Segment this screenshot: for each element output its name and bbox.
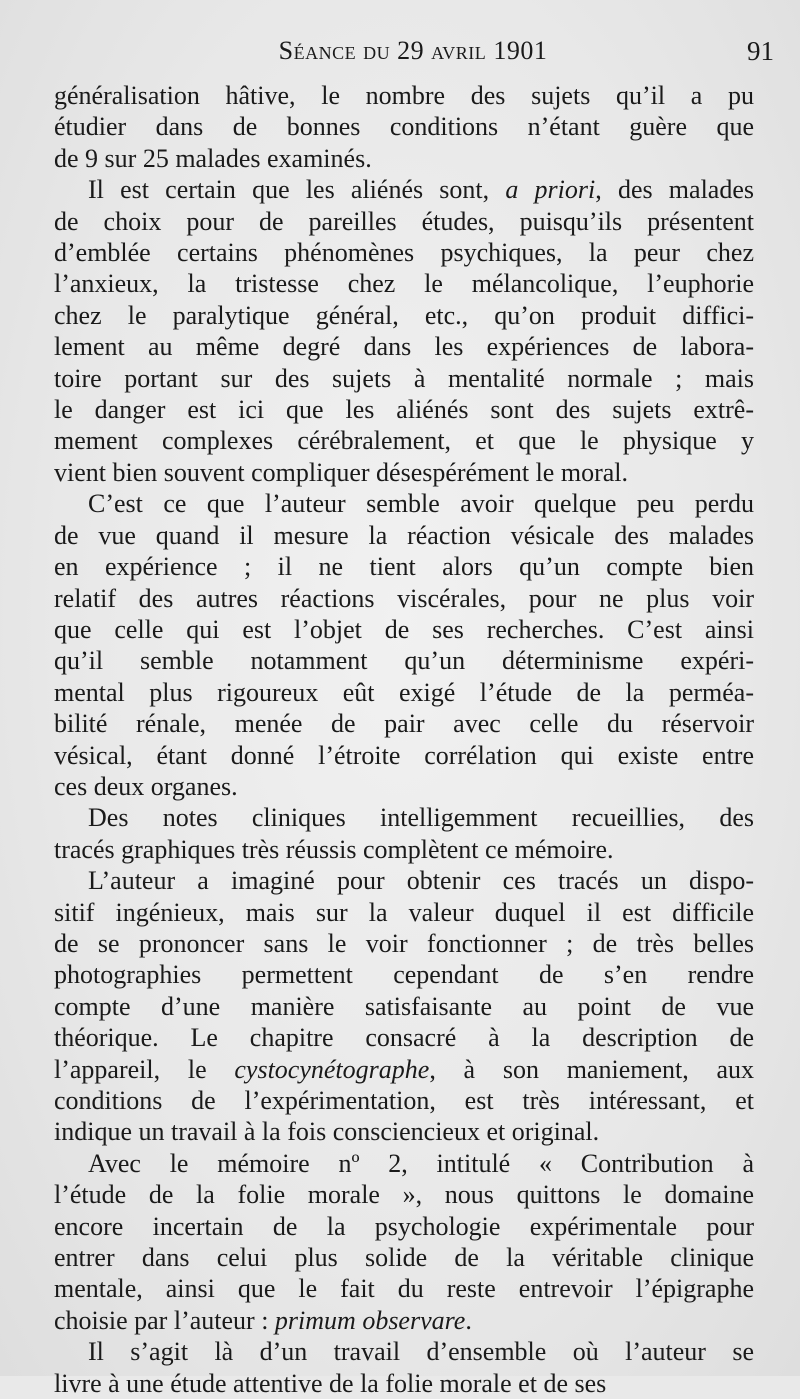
text-line-segment: d’emblée certains phénomènes psychiques, la peur chez bbox=[54, 238, 754, 268]
text-line-segment: , des malades bbox=[595, 175, 754, 205]
text-line-segment: l’étude de la folie morale », nous quittons le domaine bbox=[54, 1180, 754, 1210]
text-line-segment: le danger est ici que les aliénés sont des sujets extrê- bbox=[54, 395, 754, 425]
text-line-segment: mentale, ainsi que le fait du reste entrevoir l’épigraphe bbox=[54, 1274, 754, 1304]
text-line bbox=[54, 425, 754, 456]
text-line bbox=[54, 80, 754, 111]
text-line bbox=[54, 959, 754, 990]
text-line-segment: de 9 sur 25 malades examinés. bbox=[54, 143, 372, 173]
text-line-italic: cystocynétographe bbox=[234, 1054, 430, 1084]
text-line bbox=[54, 802, 754, 833]
text-line bbox=[54, 865, 754, 896]
text-line-segment: ces deux organes. bbox=[54, 771, 238, 801]
text-line-segment: qu’il semble notamment qu’un déterminisme expéri- bbox=[54, 646, 754, 676]
text-line-segment: Il est certain que les aliénés sont, bbox=[88, 175, 506, 205]
running-title bbox=[52, 36, 774, 66]
text-line bbox=[54, 645, 754, 676]
text-line bbox=[54, 1022, 754, 1053]
text-line-segment: compte d’une manière satisfaisante au point de vue bbox=[54, 991, 754, 1021]
text-line-segment: étudier dans de bonnes conditions n’étant guère que bbox=[54, 112, 754, 142]
running-title-month: avril bbox=[431, 36, 487, 65]
text-line bbox=[54, 1211, 754, 1242]
text-line-segment: en expérience ; il ne tient alors qu’un compte bien bbox=[54, 552, 754, 582]
text-line-segment: vient bien souvent compliquer désespérément le moral. bbox=[54, 457, 628, 487]
text-line-segment: mental plus rigoureux eût exigé l’étude de la perméa- bbox=[54, 677, 754, 707]
text-line bbox=[54, 394, 754, 425]
page-number: 91 bbox=[747, 36, 774, 66]
text-line-segment: C’est ce que l’auteur semble avoir quelque peu perdu bbox=[88, 489, 754, 519]
text-line-segment: Des notes cliniques intelligemment recueillies, des bbox=[88, 803, 754, 833]
text-line bbox=[54, 614, 754, 645]
text-line-italic: primum observare bbox=[274, 1305, 466, 1335]
text-line bbox=[54, 1242, 754, 1273]
text-line-segment: , à son maniement, aux bbox=[429, 1054, 755, 1084]
text-line-italic: a priori bbox=[505, 175, 596, 205]
text-line bbox=[54, 551, 754, 582]
text-line-segment: l’anxieux, la tristesse chez le mélancolique, l’euphorie bbox=[54, 269, 754, 299]
text-line-segment: de choix pour de pareilles études, puisqu’ils présentent bbox=[54, 206, 754, 236]
text-line bbox=[54, 708, 754, 739]
text-line bbox=[54, 206, 754, 237]
text-line bbox=[54, 834, 754, 865]
text-line bbox=[54, 677, 754, 708]
text-line-segment: de vue quand il mesure la réaction vésicale des malades bbox=[54, 520, 754, 550]
text-line-segment: toire portant sur des sujets à mentalité normale ; mais bbox=[54, 363, 754, 393]
text-line-segment: conditions de l’expérimentation, est très intéressant, et bbox=[54, 1086, 754, 1115]
text-line-segment: lement au même degré dans les expériences de labora- bbox=[54, 332, 754, 362]
text-line bbox=[54, 268, 754, 299]
text-line bbox=[54, 1179, 754, 1210]
text-line bbox=[54, 740, 754, 771]
text-line bbox=[54, 520, 754, 551]
text-line-segment: généralisation hâtive, le nombre des sujets qu’il a pu bbox=[54, 81, 754, 110]
text-line bbox=[54, 1085, 754, 1116]
text-line bbox=[54, 1336, 754, 1367]
text-line bbox=[54, 300, 754, 331]
text-line-segment: encore incertain de la psychologie expérimentale pour bbox=[54, 1211, 754, 1241]
text-line-segment: théorique. Le chapitre consacré à la description de bbox=[54, 1023, 754, 1053]
text-line bbox=[54, 1368, 754, 1399]
text-line bbox=[54, 143, 754, 174]
text-line-segment: L’auteur a imaginé pour obtenir ces tracés un dispo- bbox=[88, 866, 754, 896]
text-line-segment: tracés graphiques très réussis complètent ce mémoire. bbox=[54, 834, 614, 864]
text-line-segment: de se prononcer sans le voir fonctionner ; de très belles bbox=[54, 928, 754, 958]
text-line-segment: sitif ingénieux, mais sur la valeur duquel il est difficile bbox=[54, 897, 754, 927]
text-line-segment: Avec le mémoire nº 2, intitulé « Contribution à bbox=[88, 1148, 754, 1178]
text-line-segment: relatif des autres réactions viscérales, pour ne plus voir bbox=[54, 583, 754, 613]
text-line-segment: choisie par l’auteur : bbox=[54, 1305, 275, 1335]
text-line-segment: indique un travail à la fois consciencieux et original. bbox=[54, 1117, 600, 1147]
text-line-segment: que celle qui est l’objet de ses recherches. C’est ainsi bbox=[54, 614, 754, 644]
text-line-segment: l’appareil, le bbox=[54, 1054, 235, 1084]
text-line bbox=[54, 1273, 754, 1304]
text-line bbox=[54, 1054, 754, 1085]
text-line-segment: chez le paralytique général, etc., qu’on produit diffici- bbox=[54, 300, 754, 330]
text-line-segment: Il s’agit là d’un travail d’ensemble où l’auteur se bbox=[88, 1337, 754, 1367]
text-line bbox=[54, 583, 754, 614]
running-head bbox=[52, 34, 774, 70]
text-line bbox=[54, 1305, 754, 1336]
text-line bbox=[54, 771, 754, 802]
text-line bbox=[54, 331, 754, 362]
text-line-segment: . bbox=[465, 1305, 472, 1335]
text-line-segment: vésical, étant donné l’étroite corrélation qui existe entre bbox=[54, 740, 754, 770]
text-line bbox=[54, 174, 754, 205]
text-line-segment: entrer dans celui plus solide de la véritable clinique bbox=[54, 1243, 754, 1273]
text-line bbox=[54, 1116, 754, 1147]
text-line bbox=[54, 928, 754, 959]
text-line-segment: livre à une étude attentive de la folie morale et de ses bbox=[54, 1368, 607, 1398]
text-line bbox=[54, 363, 754, 394]
running-title-seance: Séance du bbox=[278, 36, 391, 65]
text-line-segment: bilité rénale, menée de pair avec celle du réservoir bbox=[54, 709, 754, 739]
running-title-year: 1901 bbox=[486, 36, 548, 65]
running-title-day: 29 bbox=[390, 36, 432, 65]
text-line bbox=[54, 457, 754, 488]
text-line bbox=[54, 1148, 754, 1179]
text-line bbox=[54, 111, 754, 142]
text-line bbox=[54, 897, 754, 928]
text-line bbox=[54, 237, 754, 268]
text-line bbox=[54, 991, 754, 1022]
text-line bbox=[54, 488, 754, 519]
body-text bbox=[54, 80, 754, 1399]
text-line-segment: photographies permettent cependant de s’en rendre bbox=[54, 960, 754, 990]
text-line-segment: mement complexes cérébralement, et que le physique y bbox=[54, 426, 754, 456]
